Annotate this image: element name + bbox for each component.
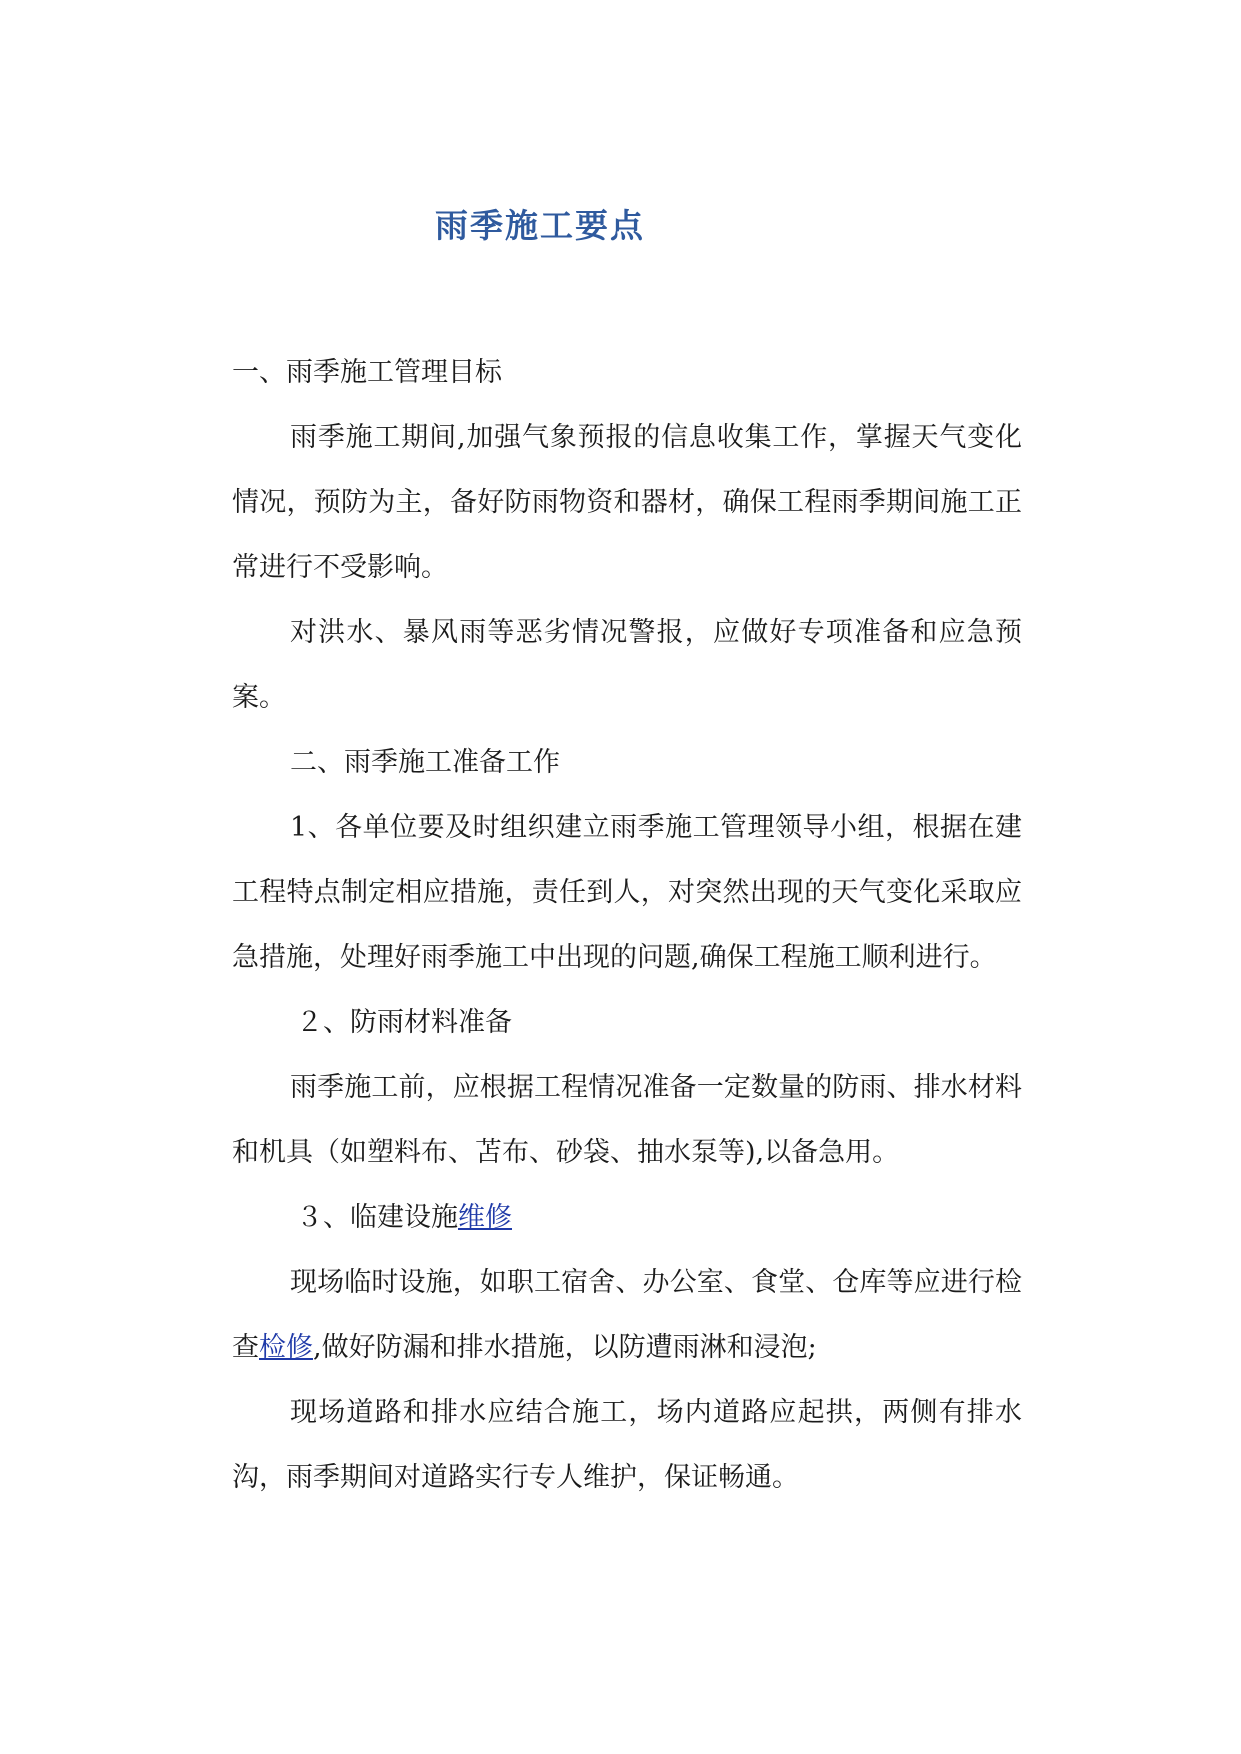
paragraph-1: 雨季施工期间,加强气象预报的信息收集工作，掌握天气变化情况，预防为主，备好防雨物资和器材，确保工程雨季期间施工正常进行不受影响。 bbox=[232, 422, 1022, 583]
paragraph-2: 对洪水、暴风雨等恶劣情况警报，应做好专项准备和应急预案。 bbox=[232, 617, 1022, 713]
section-heading-2: 二、雨季施工准备工作 bbox=[290, 747, 560, 778]
inspection-link[interactable]: 检修 bbox=[259, 1332, 313, 1363]
document-body bbox=[232, 340, 1022, 1510]
paragraph-5-part-a: 现场临时设施，如职工宿舍、办公室、食堂、仓库等应进行检查 bbox=[232, 1267, 1022, 1363]
paragraph-5-part-b: ,做好防漏和排水措施，以防遭雨淋和浸泡; bbox=[313, 1332, 817, 1363]
repair-link[interactable]: 维修 bbox=[458, 1202, 512, 1233]
paragraph-4: 雨季施工前，应根据工程情况准备一定数量的防雨、排水材料和机具（如塑料布、苫布、砂袋、抽水泵等),以备急用。 bbox=[232, 1072, 1022, 1168]
paragraph-6: 现场道路和排水应结合施工，场内道路应起拱，两侧有排水沟，雨季期间对道路实行专人维护，保证畅通。 bbox=[232, 1397, 1022, 1493]
section-heading-1: 一、雨季施工管理目标 bbox=[232, 357, 502, 388]
subheading-3 bbox=[232, 1185, 1022, 1250]
document-title: 雨季施工要点 bbox=[435, 206, 645, 245]
subheading-3-text: ３、临建设施 bbox=[296, 1202, 458, 1233]
paragraph-5 bbox=[232, 1250, 1022, 1380]
subheading-2: ２、防雨材料准备 bbox=[296, 1007, 512, 1038]
paragraph-3: 1、各单位要及时组织建立雨季施工管理领导小组，根据在建工程特点制定相应措施，责任到人，对突然出现的天气变化采取应急措施，处理好雨季施工中出现的问题,确保工程施工顺利进行。 bbox=[232, 812, 1022, 973]
